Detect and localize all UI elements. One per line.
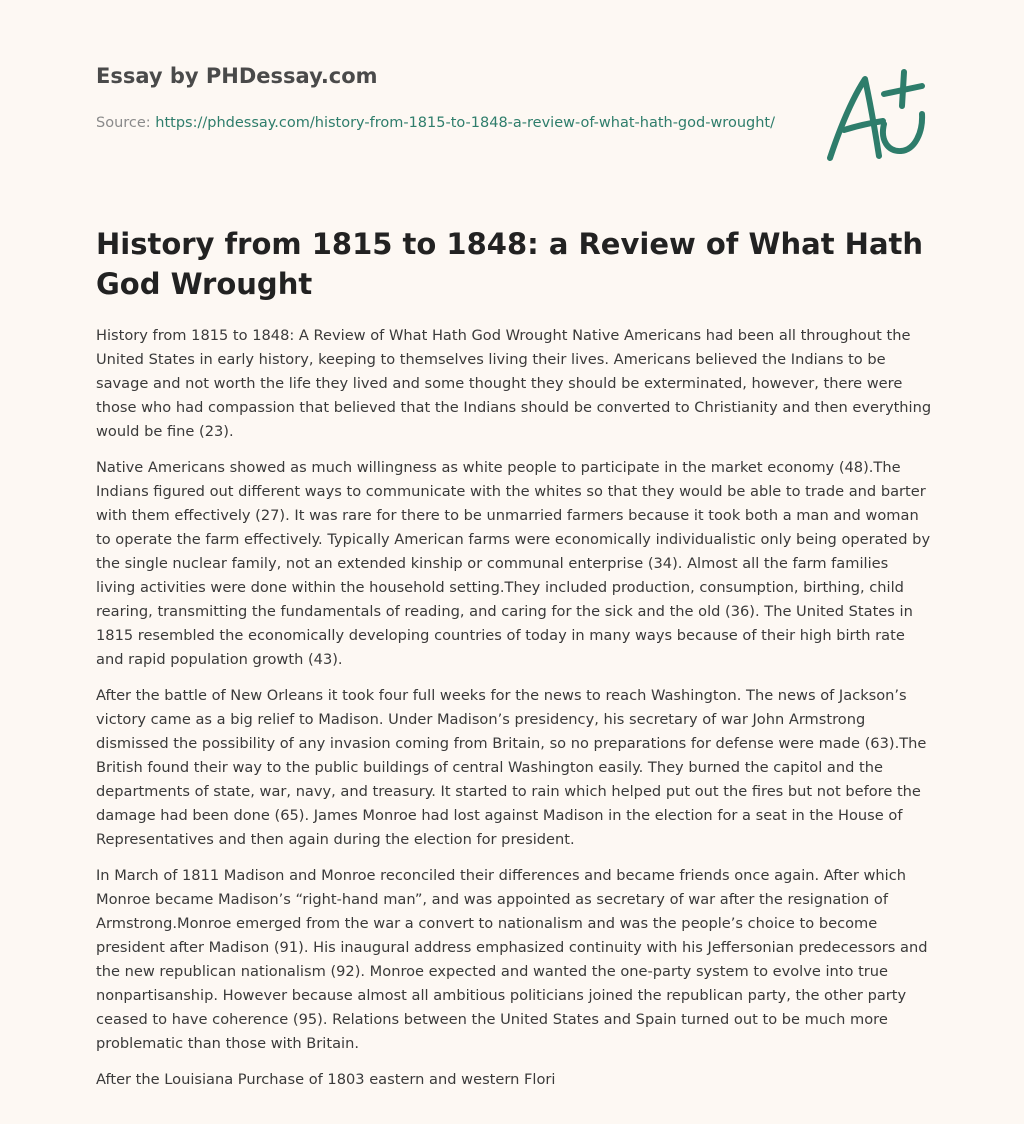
article-paragraph: After the battle of New Orleans it took four full weeks for the news to reach Washington. The news of Jackson’s victory came as a big relief to Madison. Under Madison’s presidency, his secretary of war John Armstrong dismissed the possibility of any invasion coming from Britain, so no preparations for defense were made (63).The British found their way to the public buildings of central Washington easily. They burned the capitol and the departments of state, war, navy, and treasury. It started to rain which helped put out the fires but not before the damage had been done (65). James Monroe had lost against Madison in the election for a seat in the House of Representatives and then again during the election for president. bbox=[96, 687, 927, 848]
brand-heading: Essay by PHDessay.com bbox=[96, 64, 378, 88]
article-title: History from 1815 to 1848: a Review of What Hath God Wrought bbox=[96, 227, 924, 301]
article-paragraph: After the Louisiana Purchase of 1803 eastern and western Flori bbox=[96, 1071, 556, 1088]
article-body bbox=[96, 324, 932, 1104]
article-paragraph: History from 1815 to 1848: A Review of What Hath God Wrought Native Americans had been all throughout the United States in early history, keeping to themselves living their lives. Americans believed the Indians to be savage and not worth the life they lived and some thought they should be exterminated, however, there were those who had compassion that believed that the Indians should be converted to Christianity and then everything would be fine (23). bbox=[96, 327, 932, 440]
article-paragraph: Native Americans showed as much willingness as white people to participate in the market economy (48).The Indians figured out different ways to communicate with the whites so that they would be able to trade and barter with them effectively (27). It was rare for there to be unmarried farmers because it took both a man and woman to operate the farm effectively. Typically American farms were economically individualistic only being operated by the single nuclear family, not an extended kinship or communal enterprise (34). Almost all the farm families living activities were done within the household setting.They included production, consumption, birthing, child rearing, transmitting the fundamentals of reading, and caring for the sick and the old (36). The United States in 1815 resembled the economically developing countries of today in many ways because of their high birth rate and rapid population growth (43). bbox=[96, 459, 931, 668]
source-link[interactable]: https://phdessay.com/history-from-1815-to-1848-a-review-of-what-hath-god-wrought/ bbox=[155, 115, 775, 131]
source-line bbox=[96, 111, 776, 135]
source-label: Source: bbox=[96, 115, 151, 131]
article-paragraph: In March of 1811 Madison and Monroe reconciled their differences and became friends once again. After which Monroe became Madison’s “right-hand man”, and was appointed as secretary of war after the resignation of Armstrong.Monroe emerged from the war a convert to nationalism and was the people’s choice to become president after Madison (91). His inaugural address emphasized continuity with his Jeffersonian predecessors and the new republican nationalism (92). Monroe expected and wanted the one-party system to evolve into true nonpartisanship. However because almost all ambitious politicians joined the republican party, the other party ceased to have coherence (95). Relations between the United States and Spain turned out to be much more problematic than those with Britain. bbox=[96, 867, 928, 1052]
a-plus-logo-icon bbox=[818, 66, 930, 166]
